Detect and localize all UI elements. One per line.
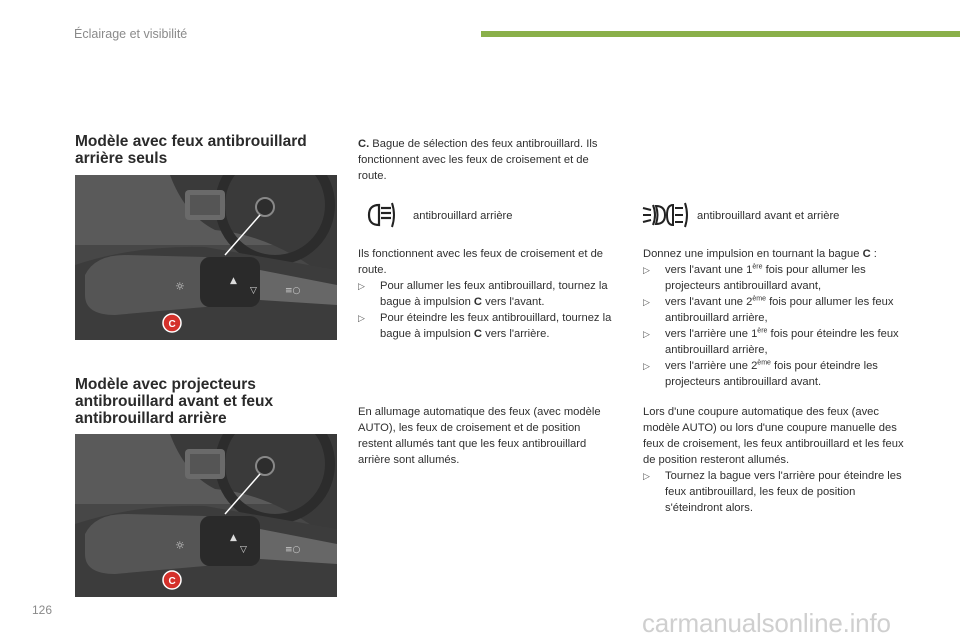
c-text: Bague de sélection des feux antibrouillard. Ils fonctionnent avec les feux de croisement et de route. (358, 138, 598, 182)
svg-text:≡○: ≡○ (285, 545, 301, 555)
right-instructions (643, 246, 908, 390)
right-bullet: ▷ vers l'arrière une 1ère fois pour éteindre les feux antibrouillard arrière, (643, 326, 908, 358)
mid-para1: Ils fonctionnent avec les feux de croisement et de route. (358, 248, 604, 276)
front-rear-fog-label: antibrouillard avant et arrière (697, 210, 840, 222)
front-rear-fog-lamp-icon (641, 197, 691, 233)
photo-label-c: C (168, 576, 176, 587)
heading-front-and-rear-fog: Modèle avec projecteurs antibrouillard avant et feux antibrouillard arrière (75, 376, 274, 427)
rear-fog-lamp-icon (364, 197, 400, 233)
mid-bullet: ▷ Pour éteindre les feux antibrouillard, tournez la bague à impulsion C vers l'arrière. (358, 310, 618, 342)
right-bullet: ▷ vers l'avant une 2ème fois pour allumer les feux antibrouillard arrière, (643, 294, 908, 326)
watermark: carmanualsonline.info (642, 608, 891, 638)
svg-text:▽: ▽ (250, 286, 257, 296)
svg-text:▽: ▽ (240, 545, 247, 555)
photo-label-c: C (168, 319, 176, 330)
mid-auto-para: En allumage automatique des feux (avec modèle AUTO), les feux de croisement et de position restent allumés tant que les feux antibrouillard arrière sont allumés. (358, 406, 601, 466)
section-title: Éclairage et visibilité (74, 27, 188, 41)
right-bullet-list (643, 262, 908, 390)
right-auto-para: Lors d'une coupure automatique des feux (avec modèle AUTO) ou lors d'une coupure manuelle des feux de croisement, les feux antibrouillard et les feux de position resteront allumés. (643, 406, 904, 466)
page-number: 126 (32, 603, 53, 617)
stalk-photo-2 (75, 434, 337, 597)
heading-rear-fog-only: Modèle avec feux antibrouillard arrière seuls (75, 133, 307, 167)
svg-text:☼: ☼ (175, 539, 185, 552)
mid-instructions (358, 246, 618, 342)
svg-text:▲: ▲ (230, 276, 237, 286)
right-final-bullet: ▷ Tournez la bague vers l'arrière pour éteindre les feux antibrouillard, les feux de position s'éteindront alors. (643, 468, 908, 516)
svg-text:≡○: ≡○ (285, 286, 301, 296)
right-bullet: ▷ vers l'arrière une 2ème fois pour éteindre les projecteurs antibrouillard avant. (643, 358, 908, 390)
c-label: C. (358, 138, 370, 150)
c-description (358, 136, 618, 184)
right-bullet: ▷ vers l'avant une 1ère fois pour allumer les projecteurs antibrouillard avant, (643, 262, 908, 294)
header-accent-bar (481, 31, 960, 37)
rear-fog-label: antibrouillard arrière (413, 210, 513, 222)
svg-text:▲: ▲ (230, 533, 237, 543)
mid-bullet: ▷ Pour allumer les feux antibrouillard, tournez la bague à impulsion C vers l'avant. (358, 278, 618, 310)
mid-bullet-list (358, 278, 618, 342)
right-auto-section (643, 404, 908, 516)
right-intro: Donnez une impulsion en tournant la bague C : (643, 248, 877, 260)
right-final-list (643, 468, 908, 516)
stalk-photo-1 (75, 175, 337, 340)
svg-text:☼: ☼ (175, 280, 185, 293)
